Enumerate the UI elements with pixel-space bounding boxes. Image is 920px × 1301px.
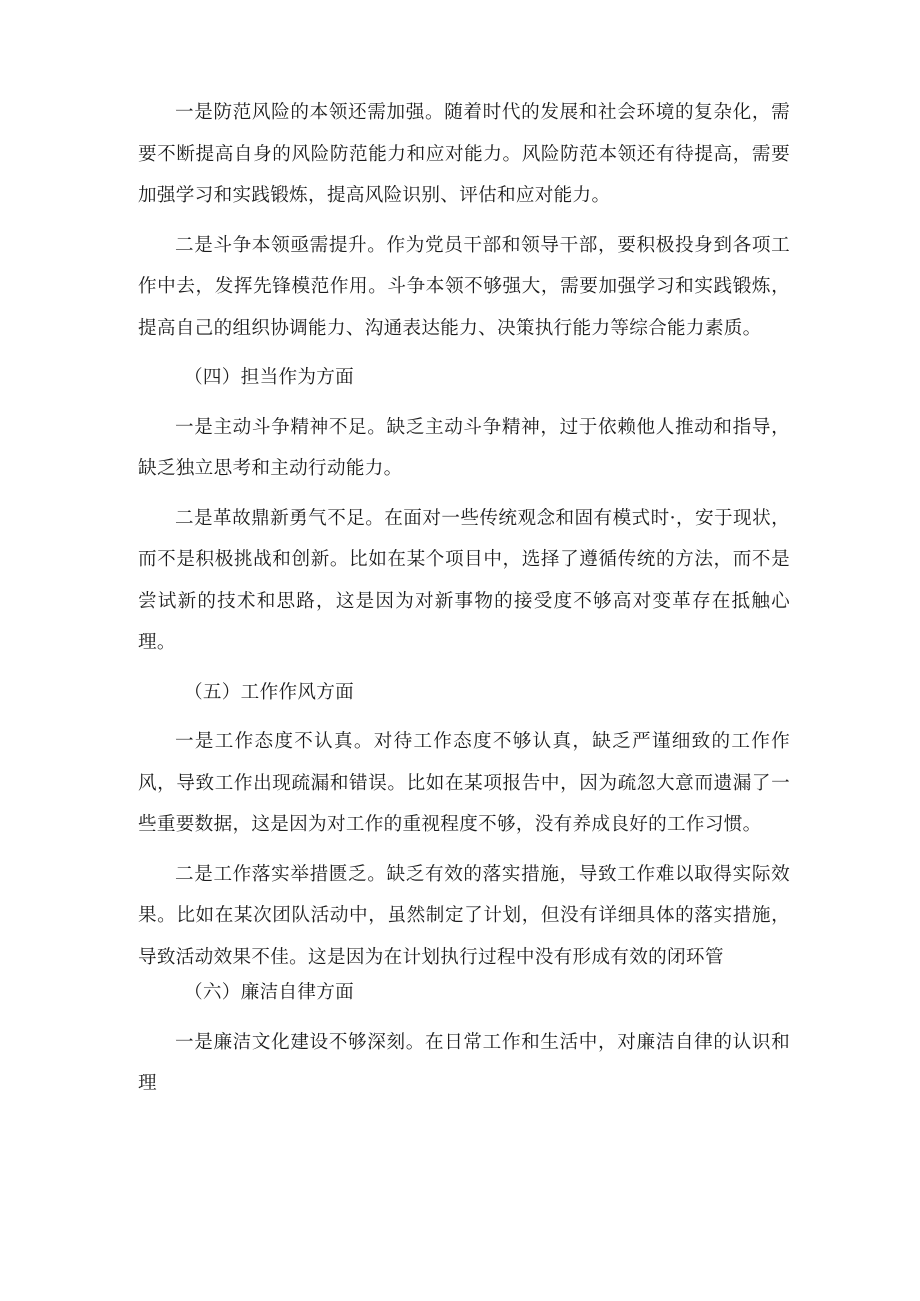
section-heading-responsibility: （四）担当作为方面 — [184, 367, 355, 388]
paragraph-work-attitude: 一是工作态度不认真。对待工作态度不够认真，缺乏严谨细致的工作作风，导致工作出现疏漏和错误。比如在某项报告中，因为疏忽大意而遗漏了一些重要数据，这是因为对工作的重视程度不够，没有养成良好的工作习惯。 — [138, 731, 790, 835]
paragraph-innovation-courage: 二是革故鼎新勇气不足。在面对一些传统观念和固有模式时·，安于现状，而不是积极挑战和创新。比如在某个项目中，选择了遵循传统的方法，而不是尝试新的技术和思路，这是因为对新事物的接受度不够高对变革存在抵触心理。 — [138, 507, 790, 653]
document-body — [138, 92, 790, 1113]
section-heading-integrity: （六）廉洁自律方面 — [184, 982, 355, 1003]
paragraph-risk-prevention: 一是防范风险的本领还需加强。随着时代的发展和社会环境的复杂化，需要不断提高自身的风险防范能力和应对能力。风险防范本领还有待提高，需要加强学习和实践锻炼，提高风险识别、评估和应对能力。 — [138, 102, 790, 206]
paragraph-active-struggle: 一是主动斗争精神不足。缺乏主动斗争精神，过于依赖他人推动和指导，缺乏独立思考和主动行动能力。 — [138, 416, 790, 479]
paragraph-integrity-culture: 一是廉洁文化建设不够深刻。在日常工作和生活中，对廉洁自律的认识和理 — [138, 1031, 790, 1094]
paragraph-struggle-ability: 二是斗争本领亟需提升。作为党员干部和领导干部，要积极投身到各项工作中去，发挥先锋模范作用。斗争本领不够强大，需要加强学习和实践锻炼，提高自己的组织协调能力、沟通表达能力、决策执行能力等综合能力素质。 — [138, 234, 790, 339]
section-heading-work-style: （五）工作作风方面 — [184, 681, 355, 703]
paragraph-implementation-measures: 二是工作落实举措匮乏。缺乏有效的落实措施，导致工作难以取得实际效果。比如在某次团队活动中，虽然制定了计划，但没有详细具体的落实措施，导致活动效果不佳。这是因为在计划执行过程中没有形成有效的闭环管 — [138, 863, 790, 968]
